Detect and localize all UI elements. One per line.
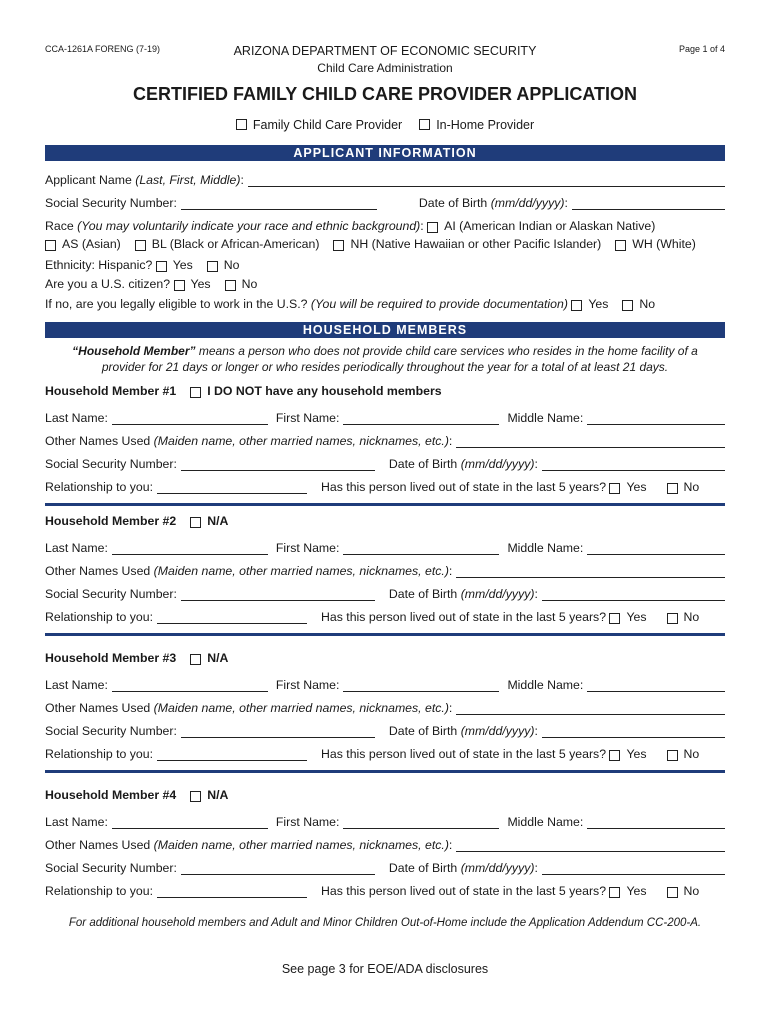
other-names-label: Other Names Used xyxy=(45,564,151,578)
member-separator xyxy=(45,770,725,773)
out-of-state-no-label: No xyxy=(683,747,700,761)
hispanic-yes-label: Yes xyxy=(172,258,193,272)
out-of-state-no-checkbox[interactable] xyxy=(667,887,678,898)
out-of-state-label: Has this person lived out of state in the last 5 years? xyxy=(321,480,607,494)
out-of-state-no-checkbox[interactable] xyxy=(667,613,678,624)
other-names-hint: (Maiden name, other married names, nicknames, etc.) xyxy=(153,701,449,715)
other-names-field[interactable] xyxy=(456,436,725,448)
relationship-label: Relationship to you: xyxy=(45,747,154,761)
last-name-label: Last Name: xyxy=(45,411,108,425)
out-of-state-no-checkbox[interactable] xyxy=(667,483,678,494)
other-names-field[interactable] xyxy=(456,840,725,852)
last-name-field[interactable] xyxy=(112,680,268,692)
member-title: Household Member #1 xyxy=(45,384,177,398)
middle-name-field[interactable] xyxy=(587,413,725,425)
applicant-dob-hint: (mm/dd/yyyy) xyxy=(490,196,565,210)
ssn-label: Social Security Number: xyxy=(45,457,177,471)
out-of-state-yes-label: Yes xyxy=(626,884,647,898)
relationship-field[interactable] xyxy=(157,886,307,898)
out-of-state-label: Has this person lived out of state in the last 5 years? xyxy=(321,884,607,898)
relationship-label: Relationship to you: xyxy=(45,884,154,898)
out-of-state-yes-checkbox[interactable] xyxy=(609,887,620,898)
out-of-state-yes-label: Yes xyxy=(626,480,647,494)
relationship-label: Relationship to you: xyxy=(45,610,154,624)
hispanic-no-checkbox[interactable] xyxy=(207,261,218,272)
other-names-field[interactable] xyxy=(456,703,725,715)
member-header xyxy=(45,651,725,665)
dob-field[interactable] xyxy=(542,589,725,601)
member-other-names-row: Other Names Used (Maiden name, other married names, nicknames, etc.) : xyxy=(45,434,725,448)
out-of-state-yes-checkbox[interactable] xyxy=(609,750,620,761)
member-separator xyxy=(45,503,725,506)
household-def-line1: means a person who does not provide child care services who resides in the home facility of a xyxy=(198,344,698,358)
eligible-label: If no, are you legally eligible to work in the U.S.? xyxy=(45,297,308,311)
eligible-yes-label: Yes xyxy=(588,297,609,311)
first-name-label: First Name: xyxy=(275,541,340,555)
dob-field[interactable] xyxy=(542,726,725,738)
middle-name-label: Middle Name: xyxy=(507,411,584,425)
household-def-term: “Household Member” xyxy=(72,344,196,358)
member-relationship-row xyxy=(45,610,725,624)
middle-name-label: Middle Name: xyxy=(507,541,584,555)
relationship-field[interactable] xyxy=(157,612,307,624)
member-option-label: N/A xyxy=(207,514,229,528)
form-code: CCA-1261A FORENG (7-19) xyxy=(45,44,161,54)
dob-field[interactable] xyxy=(542,459,725,471)
last-name-label: Last Name: xyxy=(45,678,108,692)
ssn-field[interactable] xyxy=(181,459,375,471)
out-of-state-no-label: No xyxy=(683,884,700,898)
provider-type-row xyxy=(0,118,770,132)
first-name-label: First Name: xyxy=(275,815,340,829)
ssn-field[interactable] xyxy=(181,726,375,738)
citizen-yes-label: Yes xyxy=(190,277,211,291)
member-option-checkbox[interactable] xyxy=(190,517,201,528)
out-of-state-yes-checkbox[interactable] xyxy=(609,483,620,494)
member-title: Household Member #4 xyxy=(45,788,177,802)
applicant-name-field[interactable] xyxy=(248,175,725,187)
out-of-state-no-checkbox[interactable] xyxy=(667,750,678,761)
relationship-field[interactable] xyxy=(157,482,307,494)
member-ssn-row: Social Security Number: Date of Birth (mm/dd/yyyy) : xyxy=(45,457,725,471)
eligible-row xyxy=(45,297,725,311)
member-header xyxy=(45,384,725,398)
applicant-section-header: APPLICANT INFORMATION xyxy=(45,145,725,161)
household-def-line2: provider for 21 days or longer or who resides periodically throughout the year for a total of at least 21 days. xyxy=(101,360,669,374)
race-ai-checkbox[interactable] xyxy=(427,222,438,233)
ssn-label: Social Security Number: xyxy=(45,861,177,875)
middle-name-field[interactable] xyxy=(587,817,725,829)
race-as-checkbox[interactable] xyxy=(45,240,56,251)
last-name-field[interactable] xyxy=(112,543,268,555)
member-option-label: I DO NOT have any household members xyxy=(207,384,442,398)
member-separator xyxy=(45,633,725,636)
first-name-label: First Name: xyxy=(275,678,340,692)
citizen-no-checkbox[interactable] xyxy=(225,280,236,291)
applicant-dob-field[interactable] xyxy=(572,198,725,210)
out-of-state-label: Has this person lived out of state in the last 5 years? xyxy=(321,610,607,624)
middle-name-field[interactable] xyxy=(587,680,725,692)
out-of-state-label: Has this person lived out of state in the last 5 years? xyxy=(321,747,607,761)
hispanic-no-label: No xyxy=(223,258,240,272)
member-other-names-row: Other Names Used (Maiden name, other married names, nicknames, etc.) : xyxy=(45,701,725,715)
first-name-field[interactable] xyxy=(343,413,499,425)
page-number: Page 1 of 4 xyxy=(678,44,725,54)
eligible-no-checkbox[interactable] xyxy=(622,300,633,311)
dob-label: Date of Birth xyxy=(388,587,458,601)
member-ssn-row: Social Security Number: Date of Birth (mm/dd/yyyy) : xyxy=(45,724,725,738)
household-definition xyxy=(45,343,725,375)
member-name-row xyxy=(45,411,725,425)
member-option-label: N/A xyxy=(207,788,229,802)
member-name-row xyxy=(45,678,725,692)
eligible-yes-checkbox[interactable] xyxy=(571,300,582,311)
form-title: CERTIFIED FAMILY CHILD CARE PROVIDER APPLICATION xyxy=(132,84,638,104)
out-of-state-no-label: No xyxy=(683,610,700,624)
first-name-field[interactable] xyxy=(343,680,499,692)
division-name: Child Care Administration xyxy=(317,61,453,75)
eligible-hint: (You will be required to provide documentation) xyxy=(310,297,568,311)
other-names-label: Other Names Used xyxy=(45,838,151,852)
dob-label: Date of Birth xyxy=(388,457,458,471)
applicant-dob-label: Date of Birth xyxy=(418,196,488,210)
member-relationship-row xyxy=(45,747,725,761)
applicant-ssn-label: Social Security Number: xyxy=(45,196,177,210)
ssn-label: Social Security Number: xyxy=(45,724,177,738)
household-section-header: HOUSEHOLD MEMBERS xyxy=(45,322,725,338)
out-of-state-yes-label: Yes xyxy=(626,747,647,761)
last-name-label: Last Name: xyxy=(45,815,108,829)
ethnicity-label: Ethnicity: Hispanic? xyxy=(45,258,153,272)
member-title: Household Member #2 xyxy=(45,514,177,528)
member-relationship-row xyxy=(45,884,725,898)
race-wh-label: WH (White) xyxy=(632,237,696,251)
middle-name-label: Middle Name: xyxy=(507,678,584,692)
citizen-row xyxy=(45,277,725,291)
other-names-hint: (Maiden name, other married names, nicknames, etc.) xyxy=(153,564,449,578)
ssn-field[interactable] xyxy=(181,589,375,601)
inhome-provider-checkbox[interactable] xyxy=(419,119,430,130)
race-label: Race xyxy=(45,219,74,233)
applicant-ssn-row: Social Security Number: Date of Birth (mm/dd/yyyy) : xyxy=(45,196,725,210)
race-nh-label: NH (Native Hawaiian or other Pacific Islander) xyxy=(350,237,602,251)
member-relationship-row xyxy=(45,480,725,494)
race-as-label: AS (Asian) xyxy=(62,237,121,251)
hispanic-yes-checkbox[interactable] xyxy=(156,261,167,272)
agency-name: ARIZONA DEPARTMENT OF ECONOMIC SECURITY xyxy=(233,44,537,58)
citizen-yes-checkbox[interactable] xyxy=(174,280,185,291)
member-title: Household Member #3 xyxy=(45,651,177,665)
member-name-row xyxy=(45,541,725,555)
member-ssn-row: Social Security Number: Date of Birth (mm/dd/yyyy) : xyxy=(45,861,725,875)
dob-hint: (mm/dd/yyyy) xyxy=(460,861,535,875)
member-header xyxy=(45,514,725,528)
other-names-field[interactable] xyxy=(456,566,725,578)
member-other-names-row: Other Names Used (Maiden name, other married names, nicknames, etc.) : xyxy=(45,564,725,578)
citizen-label: Are you a U.S. citizen? xyxy=(45,277,171,291)
family-provider-checkbox[interactable] xyxy=(236,119,247,130)
out-of-state-no-label: No xyxy=(683,480,700,494)
first-name-label: First Name: xyxy=(275,411,340,425)
dob-hint: (mm/dd/yyyy) xyxy=(460,457,535,471)
applicant-name-label: Applicant Name xyxy=(45,173,132,187)
relationship-field[interactable] xyxy=(157,749,307,761)
last-name-field[interactable] xyxy=(112,817,268,829)
addendum-note: For additional household members and Adult and Minor Children Out-of-Home include the Application Addendum CC-200-A. xyxy=(68,917,702,929)
middle-name-label: Middle Name: xyxy=(507,815,584,829)
family-provider-label: Family Child Care Provider xyxy=(252,118,403,132)
middle-name-field[interactable] xyxy=(587,543,725,555)
applicant-ssn-field[interactable] xyxy=(181,198,377,210)
out-of-state-yes-label: Yes xyxy=(626,610,647,624)
other-names-label: Other Names Used xyxy=(45,701,151,715)
ssn-label: Social Security Number: xyxy=(45,587,177,601)
first-name-field[interactable] xyxy=(343,817,499,829)
member-other-names-row: Other Names Used (Maiden name, other married names, nicknames, etc.) : xyxy=(45,838,725,852)
dob-label: Date of Birth xyxy=(388,724,458,738)
member-ssn-row: Social Security Number: Date of Birth (mm/dd/yyyy) : xyxy=(45,587,725,601)
other-names-hint: (Maiden name, other married names, nicknames, etc.) xyxy=(153,838,449,852)
other-names-label: Other Names Used xyxy=(45,434,151,448)
last-name-field[interactable] xyxy=(112,413,268,425)
last-name-label: Last Name: xyxy=(45,541,108,555)
disclosure-note: See page 3 for EOE/ADA disclosures xyxy=(281,962,489,976)
member-name-row xyxy=(45,815,725,829)
other-names-hint: (Maiden name, other married names, nicknames, etc.) xyxy=(153,434,449,448)
race-wh-checkbox[interactable] xyxy=(615,240,626,251)
inhome-provider-label: In-Home Provider xyxy=(436,118,535,132)
member-option-checkbox[interactable] xyxy=(190,387,201,398)
member-header xyxy=(45,788,725,802)
race-bl-checkbox[interactable] xyxy=(135,240,146,251)
race-hint: (You may voluntarily indicate your race and ethnic background) xyxy=(77,219,421,233)
ssn-field[interactable] xyxy=(181,863,375,875)
race-bl-label: BL (Black or African-American) xyxy=(151,237,320,251)
relationship-label: Relationship to you: xyxy=(45,480,154,494)
dob-label: Date of Birth xyxy=(388,861,458,875)
first-name-field[interactable] xyxy=(343,543,499,555)
citizen-no-label: No xyxy=(241,277,258,291)
race-row-2 xyxy=(45,237,725,251)
race-nh-checkbox[interactable] xyxy=(333,240,344,251)
out-of-state-yes-checkbox[interactable] xyxy=(609,613,620,624)
member-option-checkbox[interactable] xyxy=(190,791,201,802)
ethnicity-row xyxy=(45,258,725,272)
dob-hint: (mm/dd/yyyy) xyxy=(460,587,535,601)
dob-hint: (mm/dd/yyyy) xyxy=(460,724,535,738)
applicant-name-hint: (Last, First, Middle) xyxy=(135,173,241,187)
dob-field[interactable] xyxy=(542,863,725,875)
member-option-label: N/A xyxy=(207,651,229,665)
applicant-name-row: Applicant Name (Last, First, Middle) : xyxy=(45,173,725,187)
race-ai-label: AI (American Indian or Alaskan Native) xyxy=(444,219,656,233)
member-option-checkbox[interactable] xyxy=(190,654,201,665)
eligible-no-label: No xyxy=(639,297,656,311)
race-row-1: Race (You may voluntarily indicate your race and ethnic background) : AI (American Indian or Alaskan Native) xyxy=(45,219,656,233)
